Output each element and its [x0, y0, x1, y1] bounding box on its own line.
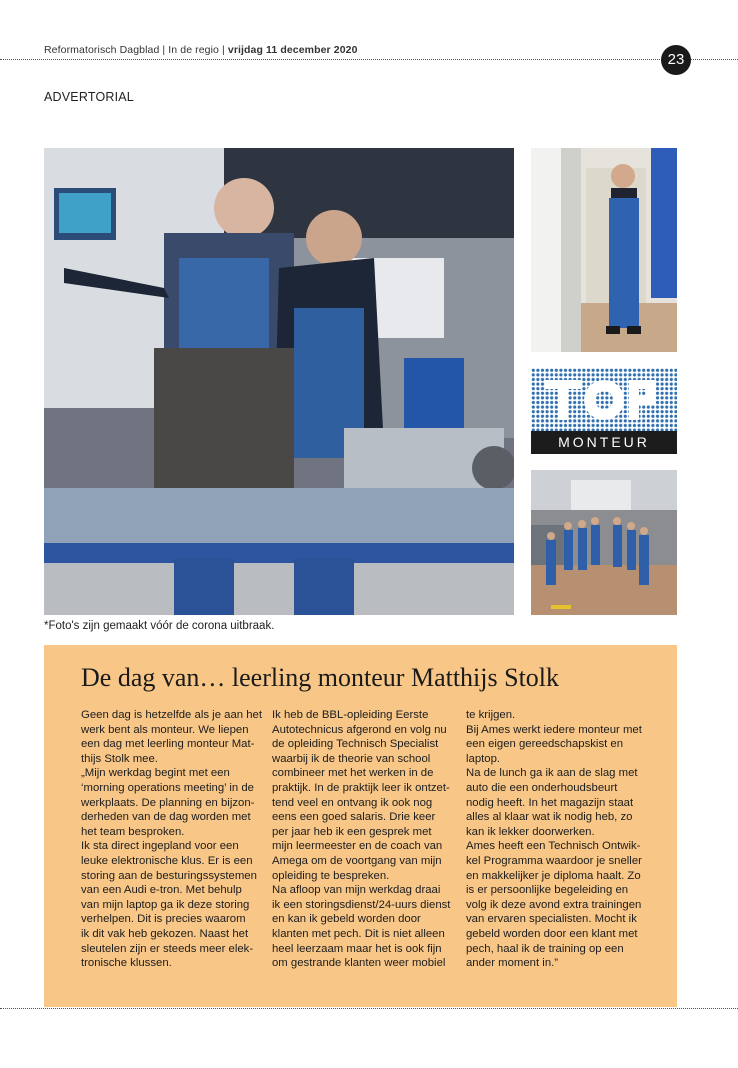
story-line: Bij Ames werkt iedere monteur met [466, 723, 642, 736]
story-line: Autotechnicus afgerond en volg nu [272, 723, 447, 736]
story-line: tend veel en ontvang ik ook nog [272, 796, 433, 809]
story-line: van een Audi e-tron. Met behulp [81, 884, 242, 897]
section-label: ADVERTORIAL [44, 90, 134, 104]
story-line: van ervaren specialisten. Mocht ik [466, 913, 637, 926]
story-line: ander moment in.” [466, 957, 559, 970]
story-line: werk bent als monteur. We liepen [81, 723, 249, 736]
story-column-1 [81, 708, 263, 971]
story-line: waarbij ik de theorie van school [272, 752, 431, 765]
story-line: te krijgen. [466, 709, 516, 721]
story-line: ik een storingsdienst/24-uurs dienst [272, 898, 451, 911]
top-right-photo [531, 148, 677, 352]
story-line: van mijn laptop ga ik deze storing [81, 898, 250, 911]
story-line: leuke elektronische klus. Er is een [81, 854, 253, 867]
story-line: storing aan de besturingssystemen [81, 869, 257, 882]
footer-divider [0, 1008, 738, 1009]
header-date: vrijdag 11 december 2020 [227, 44, 358, 56]
story-line: Ik heb de BBL-opleiding Eerste [272, 709, 429, 721]
bottom-right-photo [531, 470, 677, 615]
story-line: sleutelen zijn er steeds meer elek- [81, 942, 254, 955]
story-line: pech, haal ik de training op een [466, 942, 624, 955]
header-publication: Reformatorisch Dagblad | In de regio | [44, 44, 228, 56]
story-column-3 [466, 708, 648, 971]
story-line: Geen dag is hetzelfde als je aan het [81, 709, 262, 721]
story-line: en makkelijker je diploma haalt. Zo [466, 869, 641, 882]
story-line: Na afloop van mijn werkdag draai [272, 884, 441, 897]
story-line: derheden van de dag worden met [81, 811, 251, 824]
story-line: nodig heeft. In het magazijn staat [466, 796, 634, 809]
top-monteur-logo [531, 368, 677, 454]
story-line: de opleiding Technisch Specialist [272, 738, 439, 751]
header-divider [0, 59, 738, 60]
story-line: combineer met het werken in de [272, 767, 434, 780]
story-line: laptop. [466, 752, 501, 765]
main-photo [44, 148, 514, 615]
story-line: Ik sta direct ingepland voor een [81, 840, 239, 853]
story-line: het team besproken. [81, 825, 185, 838]
story-box [44, 645, 677, 1007]
story-headline: De dag van… leerling monteur Matthijs Stolk [81, 663, 560, 692]
photo-caption: *Foto's zijn gemaakt vóór de corona uitbraak. [44, 620, 275, 632]
story-line: ‘morning operations meeting’ in de [81, 781, 254, 794]
story-line: een dag met leerling monteur Mat- [81, 738, 255, 751]
story-line: verhelpen. Dit is precies waarom [81, 913, 246, 926]
story-line: kan ik lekker doorwerken. [466, 825, 595, 838]
story-line: klanten met pech. Dit is niet alleen [272, 927, 445, 940]
page-header [44, 44, 664, 56]
story-line: alles al klaar wat ik nodig heb, zo [466, 811, 633, 824]
story-line: gebeld worden door een klant met [466, 927, 638, 940]
story-line: Ames heeft een Technisch Ontwik- [466, 840, 641, 853]
story-line: mijn leermeester en de coach van [272, 840, 443, 853]
story-line: heel leerzaam maar het is ook fijn [272, 942, 442, 955]
story-line: kel Programma waardoor je sneller [466, 854, 642, 867]
story-line: opleiding te bespreken. [272, 869, 390, 882]
page-number-badge: 23 [661, 45, 691, 75]
story-line: eens een goed salaris. Drie keer [272, 811, 436, 824]
logo-monteur-text: MONTEUR [531, 431, 677, 454]
story-line: „Mijn werkdag begint met een [81, 767, 230, 780]
story-line: tronische klussen. [81, 957, 172, 970]
story-line: auto die een onderhoudsbeurt [466, 781, 618, 794]
story-line: thijs Stolk mee. [81, 752, 158, 765]
story-line: werkplaats. De planning en bijzon- [81, 796, 255, 809]
story-line: is er persoonlijke begeleiding en [466, 884, 629, 897]
story-line: Na de lunch ga ik aan de slag met [466, 767, 638, 780]
story-line: en kan ik gebeld worden door [272, 913, 421, 926]
story-line: om gestrande klanten weer mobiel [272, 957, 446, 970]
story-line: volg ik deze avond extra trainingen [466, 898, 642, 911]
story-line: Amega om de voortgang van mijn [272, 854, 442, 867]
story-line: ik dit vak heb gekozen. Naast het [81, 927, 249, 940]
logo-dot-pattern [531, 368, 677, 431]
story-line: een eigen gereedschapskist en [466, 738, 624, 751]
story-line: per jaar heb ik een gesprek met [272, 825, 432, 838]
story-line: praktijk. In de praktijk leer ik ontzet- [272, 781, 450, 794]
story-column-2 [272, 708, 454, 971]
